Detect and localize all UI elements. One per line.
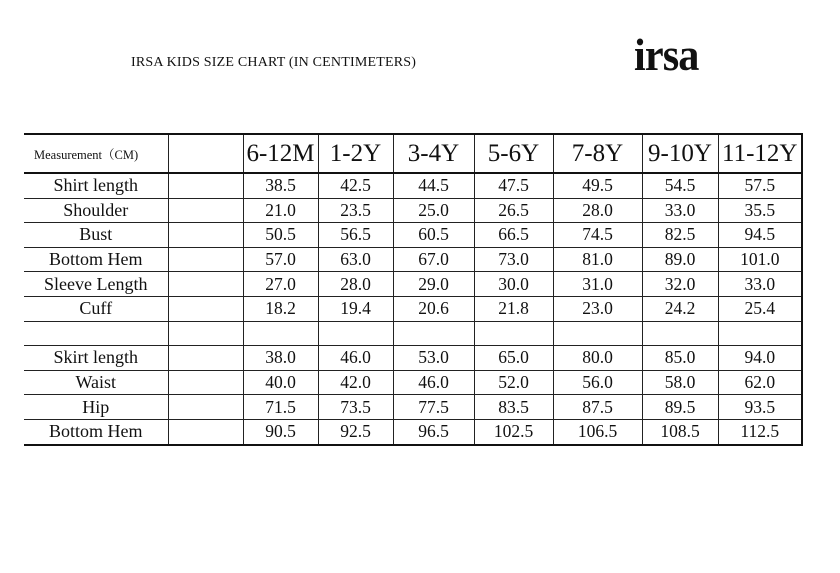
measurement-value: 92.5 [318, 419, 393, 444]
measurement-value: 53.0 [393, 346, 474, 371]
blank-cell [168, 198, 243, 223]
measurement-value: 25.0 [393, 198, 474, 223]
measurement-value: 82.5 [642, 223, 718, 248]
measurement-value: 42.5 [318, 173, 393, 198]
measurement-value: 102.5 [474, 419, 553, 444]
measurement-value: 56.0 [553, 370, 642, 395]
measurement-value: 35.5 [718, 198, 802, 223]
blank-cell [393, 321, 474, 346]
blank-cell [168, 296, 243, 321]
blank-cell [474, 321, 553, 346]
measurement-label: Skirt length [24, 346, 168, 371]
blank-cell [168, 419, 243, 444]
measurement-value: 90.5 [243, 419, 318, 444]
measurement-value: 57.0 [243, 247, 318, 272]
blank-cell [168, 223, 243, 248]
table-row [24, 223, 802, 248]
blank-cell [642, 321, 718, 346]
measurement-label: Bottom Hem [24, 247, 168, 272]
measurement-value: 25.4 [718, 296, 802, 321]
measurement-value: 21.8 [474, 296, 553, 321]
measurement-value: 18.2 [243, 296, 318, 321]
measurement-value: 46.0 [393, 370, 474, 395]
measurement-label: Shirt length [24, 173, 168, 198]
table-row [24, 198, 802, 223]
measurement-value: 31.0 [553, 272, 642, 297]
measurement-value: 20.6 [393, 296, 474, 321]
measurement-value: 32.0 [642, 272, 718, 297]
size-header: 9-10Y [642, 134, 718, 173]
size-header: 1-2Y [318, 134, 393, 173]
measurement-value: 38.0 [243, 346, 318, 371]
measurement-value: 96.5 [393, 419, 474, 444]
measurement-value: 30.0 [474, 272, 553, 297]
size-header: 7-8Y [553, 134, 642, 173]
measurement-value: 101.0 [718, 247, 802, 272]
table-row [24, 272, 802, 297]
measurement-value: 108.5 [642, 419, 718, 444]
size-header: 3-4Y [393, 134, 474, 173]
measurement-value: 47.5 [474, 173, 553, 198]
measurement-value: 94.5 [718, 223, 802, 248]
blank-header-cell [168, 134, 243, 173]
measurement-value: 19.4 [318, 296, 393, 321]
measurement-value: 52.0 [474, 370, 553, 395]
table-row [24, 370, 802, 395]
measurement-value: 56.5 [318, 223, 393, 248]
measurement-label: Shoulder [24, 198, 168, 223]
brand-logo: irsa [634, 29, 699, 80]
table-row [24, 173, 802, 198]
measurement-label: Cuff [24, 296, 168, 321]
blank-cell [168, 247, 243, 272]
measurement-value: 63.0 [318, 247, 393, 272]
measurement-value: 65.0 [474, 346, 553, 371]
table-row [24, 419, 802, 444]
measurement-value: 46.0 [318, 346, 393, 371]
page-title: IRSA KIDS SIZE CHART (IN CENTIMETERS) [131, 55, 417, 70]
measurement-value: 23.0 [553, 296, 642, 321]
measurement-value: 71.5 [243, 395, 318, 420]
measurement-label: Bust [24, 223, 168, 248]
size-chart-table [24, 133, 803, 446]
measurement-label: Waist [24, 370, 168, 395]
blank-cell [168, 321, 243, 346]
measurement-value: 87.5 [553, 395, 642, 420]
measurement-value: 29.0 [393, 272, 474, 297]
measurement-value: 60.5 [393, 223, 474, 248]
measurement-value: 67.0 [393, 247, 474, 272]
measurement-value: 49.5 [553, 173, 642, 198]
measurement-value: 106.5 [553, 419, 642, 444]
measurement-value: 66.5 [474, 223, 553, 248]
size-header: 11-12Y [718, 134, 802, 173]
blank-cell [318, 321, 393, 346]
blank-cell [718, 321, 802, 346]
measurement-value: 40.0 [243, 370, 318, 395]
size-header: 5-6Y [474, 134, 553, 173]
measurement-value: 73.5 [318, 395, 393, 420]
measurement-header: Measurement（CM) [24, 134, 168, 173]
measurement-value: 38.5 [243, 173, 318, 198]
table-row [24, 346, 802, 371]
measurement-value: 27.0 [243, 272, 318, 297]
blank-cell [168, 272, 243, 297]
measurement-value: 74.5 [553, 223, 642, 248]
spacer-row [24, 321, 802, 346]
measurement-value: 94.0 [718, 346, 802, 371]
measurement-value: 33.0 [642, 198, 718, 223]
header-row [24, 134, 802, 173]
measurement-value: 26.5 [474, 198, 553, 223]
blank-cell [168, 370, 243, 395]
measurement-value: 80.0 [553, 346, 642, 371]
measurement-value: 73.0 [474, 247, 553, 272]
measurement-value: 62.0 [718, 370, 802, 395]
measurement-value: 77.5 [393, 395, 474, 420]
blank-cell [24, 321, 168, 346]
measurement-value: 50.5 [243, 223, 318, 248]
measurement-value: 23.5 [318, 198, 393, 223]
table-row [24, 247, 802, 272]
measurement-value: 57.5 [718, 173, 802, 198]
table-row [24, 296, 802, 321]
measurement-value: 89.5 [642, 395, 718, 420]
table-row [24, 395, 802, 420]
measurement-value: 58.0 [642, 370, 718, 395]
measurement-value: 33.0 [718, 272, 802, 297]
blank-cell [168, 395, 243, 420]
blank-cell [243, 321, 318, 346]
measurement-value: 28.0 [318, 272, 393, 297]
measurement-label: Sleeve Length [24, 272, 168, 297]
measurement-value: 21.0 [243, 198, 318, 223]
size-header: 6-12M [243, 134, 318, 173]
blank-cell [168, 346, 243, 371]
measurement-value: 24.2 [642, 296, 718, 321]
blank-cell [168, 173, 243, 198]
measurement-value: 83.5 [474, 395, 553, 420]
measurement-value: 28.0 [553, 198, 642, 223]
blank-cell [553, 321, 642, 346]
measurement-value: 89.0 [642, 247, 718, 272]
measurement-value: 81.0 [553, 247, 642, 272]
measurement-value: 42.0 [318, 370, 393, 395]
measurement-value: 112.5 [718, 419, 802, 444]
measurement-value: 93.5 [718, 395, 802, 420]
measurement-value: 85.0 [642, 346, 718, 371]
measurement-label: Hip [24, 395, 168, 420]
measurement-label: Bottom Hem [24, 419, 168, 444]
measurement-value: 54.5 [642, 173, 718, 198]
measurement-value: 44.5 [393, 173, 474, 198]
